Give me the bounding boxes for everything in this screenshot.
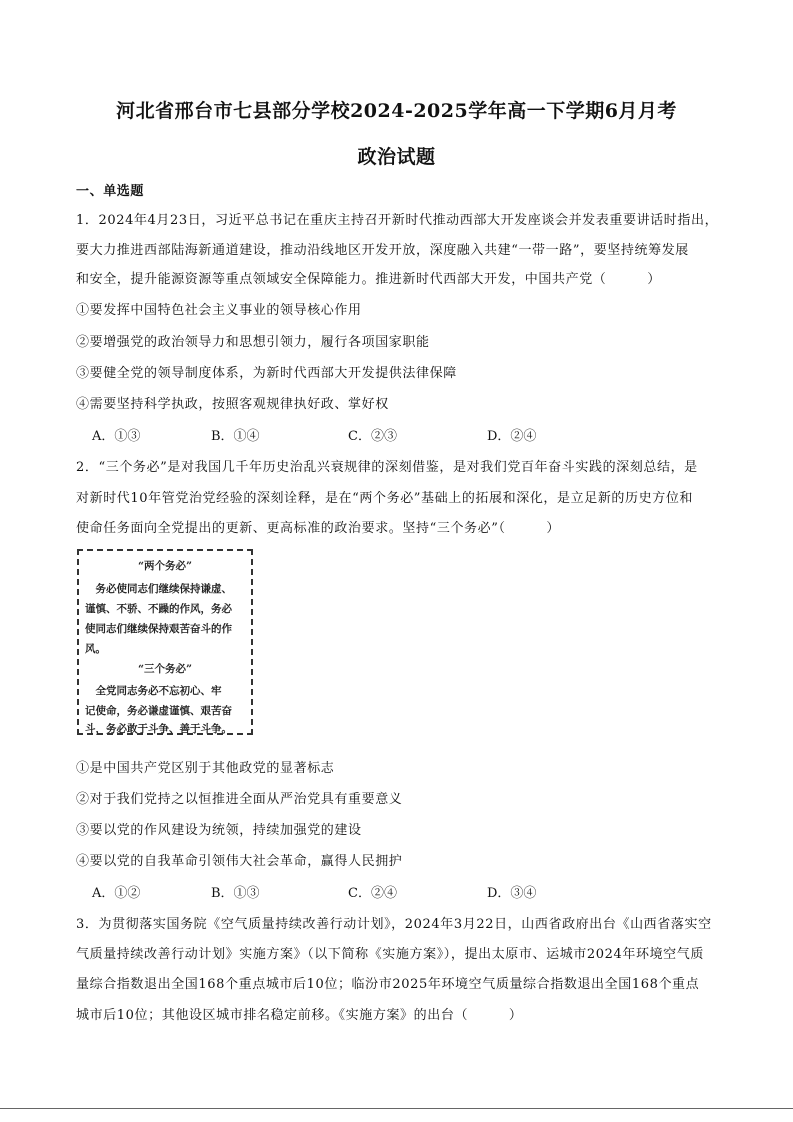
quote-text: 全党同志务必不忘初心、牢 — [85, 685, 222, 697]
q2-option-a[interactable]: A．①② — [92, 886, 141, 901]
q2-statement-1: ①是中国共产党区别于其他政党的显著标志 — [76, 761, 335, 776]
q2-option-b[interactable]: B．①③ — [211, 886, 260, 901]
q1-option-c[interactable]: C．②③ — [348, 429, 397, 444]
q1-stem-line-1: 1．2024年4月23日，习近平总书记在重庆主持召开新时代推动西部大开发座谈会并发表重要讲话时指出， — [76, 213, 719, 228]
quote-text: 使同志们继续保持艰苦奋斗的作 — [85, 623, 232, 635]
q2-statement-2: ②对于我们党持之以恒推进全面从严治党具有重要意义 — [76, 792, 403, 807]
quote-text: 谨慎、不骄、不躁的作风，务必 — [85, 603, 232, 615]
q2-option-d[interactable]: D．③④ — [487, 886, 537, 901]
quote-box — [77, 549, 253, 735]
quote-text: 记使命，务必谦虚谨慎、艰苦奋 — [85, 705, 232, 717]
subject-title: 政治试题 — [357, 146, 436, 168]
q1-statement-4: ④需要坚持科学执政，按照客观规律执好政、掌好权 — [76, 397, 389, 412]
q3-stem-line-3: 量综合指数退出全国168个重点城市后10位；临汾市2025年环境空气质量综合指数退出全国168个重点 — [76, 977, 700, 992]
q2-statement-4: ④要以党的自我革命引领伟大社会革命，赢得人民拥护 — [76, 854, 403, 869]
q2-option-c[interactable]: C．②④ — [348, 886, 397, 901]
q1-stem-line-2: 要大力推进西部陆海新通道建设，推动沿线地区开发开放，深度融入共建“一带一路”，要坚持统筹发展 — [76, 243, 689, 258]
page-bottom-rule — [0, 1108, 793, 1109]
q1-option-d[interactable]: D．②④ — [487, 429, 537, 444]
q1-statement-1: ①要发挥中国特色社会主义事业的领导核心作用 — [76, 303, 362, 318]
q2-stem-line-3: 使命任务面向全党提出的更新、更高标准的政治要求。坚持“三个务必”（ ） — [76, 521, 560, 536]
q1-statement-3: ③要健全党的领导制度体系，为新时代西部大开发提供法律保障 — [76, 366, 457, 381]
section-heading: 一、单选题 — [76, 184, 145, 199]
q1-option-a[interactable]: A．①③ — [92, 429, 141, 444]
q1-option-b[interactable]: B．①④ — [211, 429, 260, 444]
q3-stem-line-1: 3．为贯彻落实国务院《空气质量持续改善行动计划》，2024年3月22日，山西省政府出台《山西省落实空 — [76, 917, 712, 932]
quote-heading-two-musts: “两个务必” — [137, 560, 193, 572]
exam-title: 河北省邢台市七县部分学校2024-2025学年高一下学期6月月考 — [116, 100, 677, 122]
q2-stem-line-1: 2．“三个务必”是对我国几千年历史治乱兴衰规律的深刻借鉴，是对我们党百年奋斗实践的深刻总结，是 — [76, 460, 698, 475]
quote-heading-three-musts: “三个务必” — [137, 663, 193, 675]
q3-stem-line-2: 气质量持续改善行动计划》实施方案》（以下简称《实施方案》），提出太原市、运城市2024年环境空气质 — [76, 947, 704, 962]
quote-text: 斗，务必敢于斗争、善于斗争。 — [85, 723, 232, 735]
quote-text: 风。 — [85, 643, 106, 655]
q1-stem-line-3: 和安全，提升能源资源等重点领域安全保障能力。推进新时代西部大开发，中国共产党（ ） — [76, 272, 661, 287]
q2-statement-3: ③要以党的作风建设为统领，持续加强党的建设 — [76, 823, 362, 838]
q2-stem-line-2: 对新时代10年管党治党经验的深刻诠释，是在“两个务必”基础上的拓展和深化，是立足新的历史方位和 — [76, 491, 694, 506]
q3-stem-line-4: 城市后10位；其他设区城市排名稳定前移。《实施方案》的出台（ ） — [76, 1008, 523, 1023]
q1-statement-2: ②要增强党的政治领导力和思想引领力，履行各项国家职能 — [76, 335, 430, 350]
quote-text: 务必使同志们继续保持谦虚、 — [85, 583, 232, 595]
